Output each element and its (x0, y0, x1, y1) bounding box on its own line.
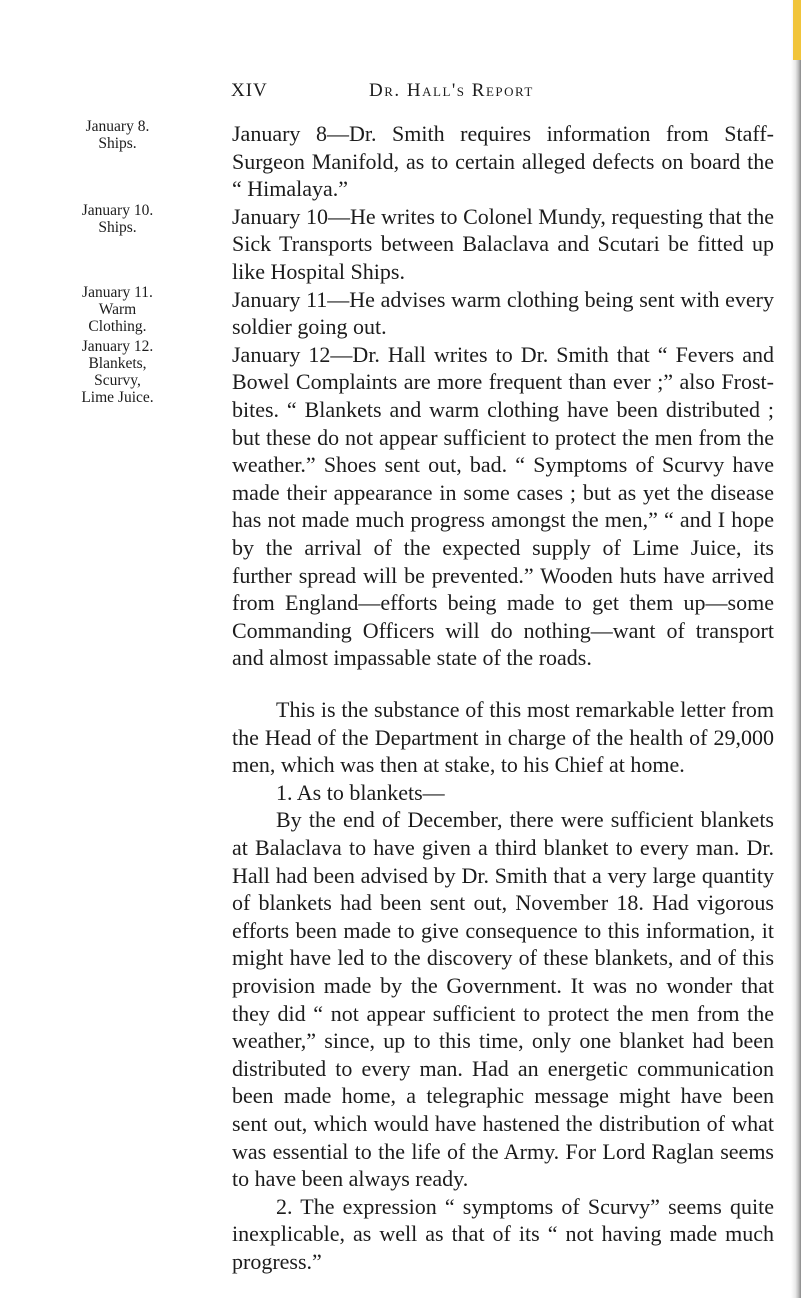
diary-entries (232, 120, 774, 672)
page-number: XIV (231, 80, 268, 101)
commentary-blankets-paragraph: By the end of December, there were sufficient blankets at Balaclava to have given a third blanket to every man. Dr. Hall had been advised by Dr. Smith that a very large quantity of blankets had been sent out, November 18. Had vigorous efforts been made to give consequence to this information, it might have led to the discovery of these blankets, and of this provision made by the Government. It was no wonder that they did “ not appear sufficient to protect the men from the weather,” since, up to this time, only one blanket had been distributed to every man. Had an energetic communication been made home, a telegraphic message might have been sent out, which would have hastened the distribution of what was essential to the life of the Army. For Lord Raglan seems to have been always ready. (232, 807, 774, 1192)
entry-january-8: January 8—Dr. Smith requires information from Staff-Surgeon Manifold, as to certain alleged defects on board the “ Himalaya.” (232, 121, 774, 202)
commentary-point-1-heading: 1. As to blankets— (276, 779, 445, 805)
page-header (0, 80, 801, 110)
margin-note-january-10: January 10. Ships. (81, 202, 154, 236)
margin-note-january-11: January 11. Warm Clothing. (82, 284, 153, 335)
entry-january-10: January 10—He writes to Colonel Mundy, requesting that the Sick Transports between Balaclava and Scutari be fitted up like Hospital Ships. (232, 203, 774, 284)
commentary-intro: This is the substance of this most remarkable letter from the Head of the Department in charge of the health of 29,000 men, which was then at stake, to his Chief at home. (232, 697, 774, 778)
margin-note-january-12: January 12. Blankets, Scurvy, Lime Juice. (81, 338, 154, 406)
page-edge-stain (793, 0, 801, 60)
commentary (232, 696, 774, 1275)
entry-january-12: January 12—Dr. Hall writes to Dr. Smith that “ Fevers and Bowel Complaints are more frequent than ever ;” also Frost-bites. “ Blankets and warm clothing have been distributed ; but these do not appear sufficient to protect the men from the weather.” Shoes sent out, bad. “ Symptoms of Scurvy have made their appearance in some cases ; but as yet the disease has not made much progress amongst the men,” “ and I hope by the arrival of the expected supply of Lime Juice, its further spread will be prevented.” Wooden huts have arrived from England—efforts being made to get them up—some Commanding Officers will do nothing—want of transport and almost impassable state of the roads. (232, 341, 774, 671)
margin-note-january-8: January 8. Ships. (85, 118, 150, 152)
commentary-point-2: 2. The expression “ symptoms of Scurvy” seems quite inexplicable, as well as that of its “ not having made much progress.” (232, 1193, 774, 1274)
entry-january-11: January 11—He advises warm clothing being sent with every soldier going out. (232, 286, 774, 340)
running-head: Dr. Hall's Report (369, 80, 534, 101)
page-edge-shadow (791, 0, 801, 1298)
